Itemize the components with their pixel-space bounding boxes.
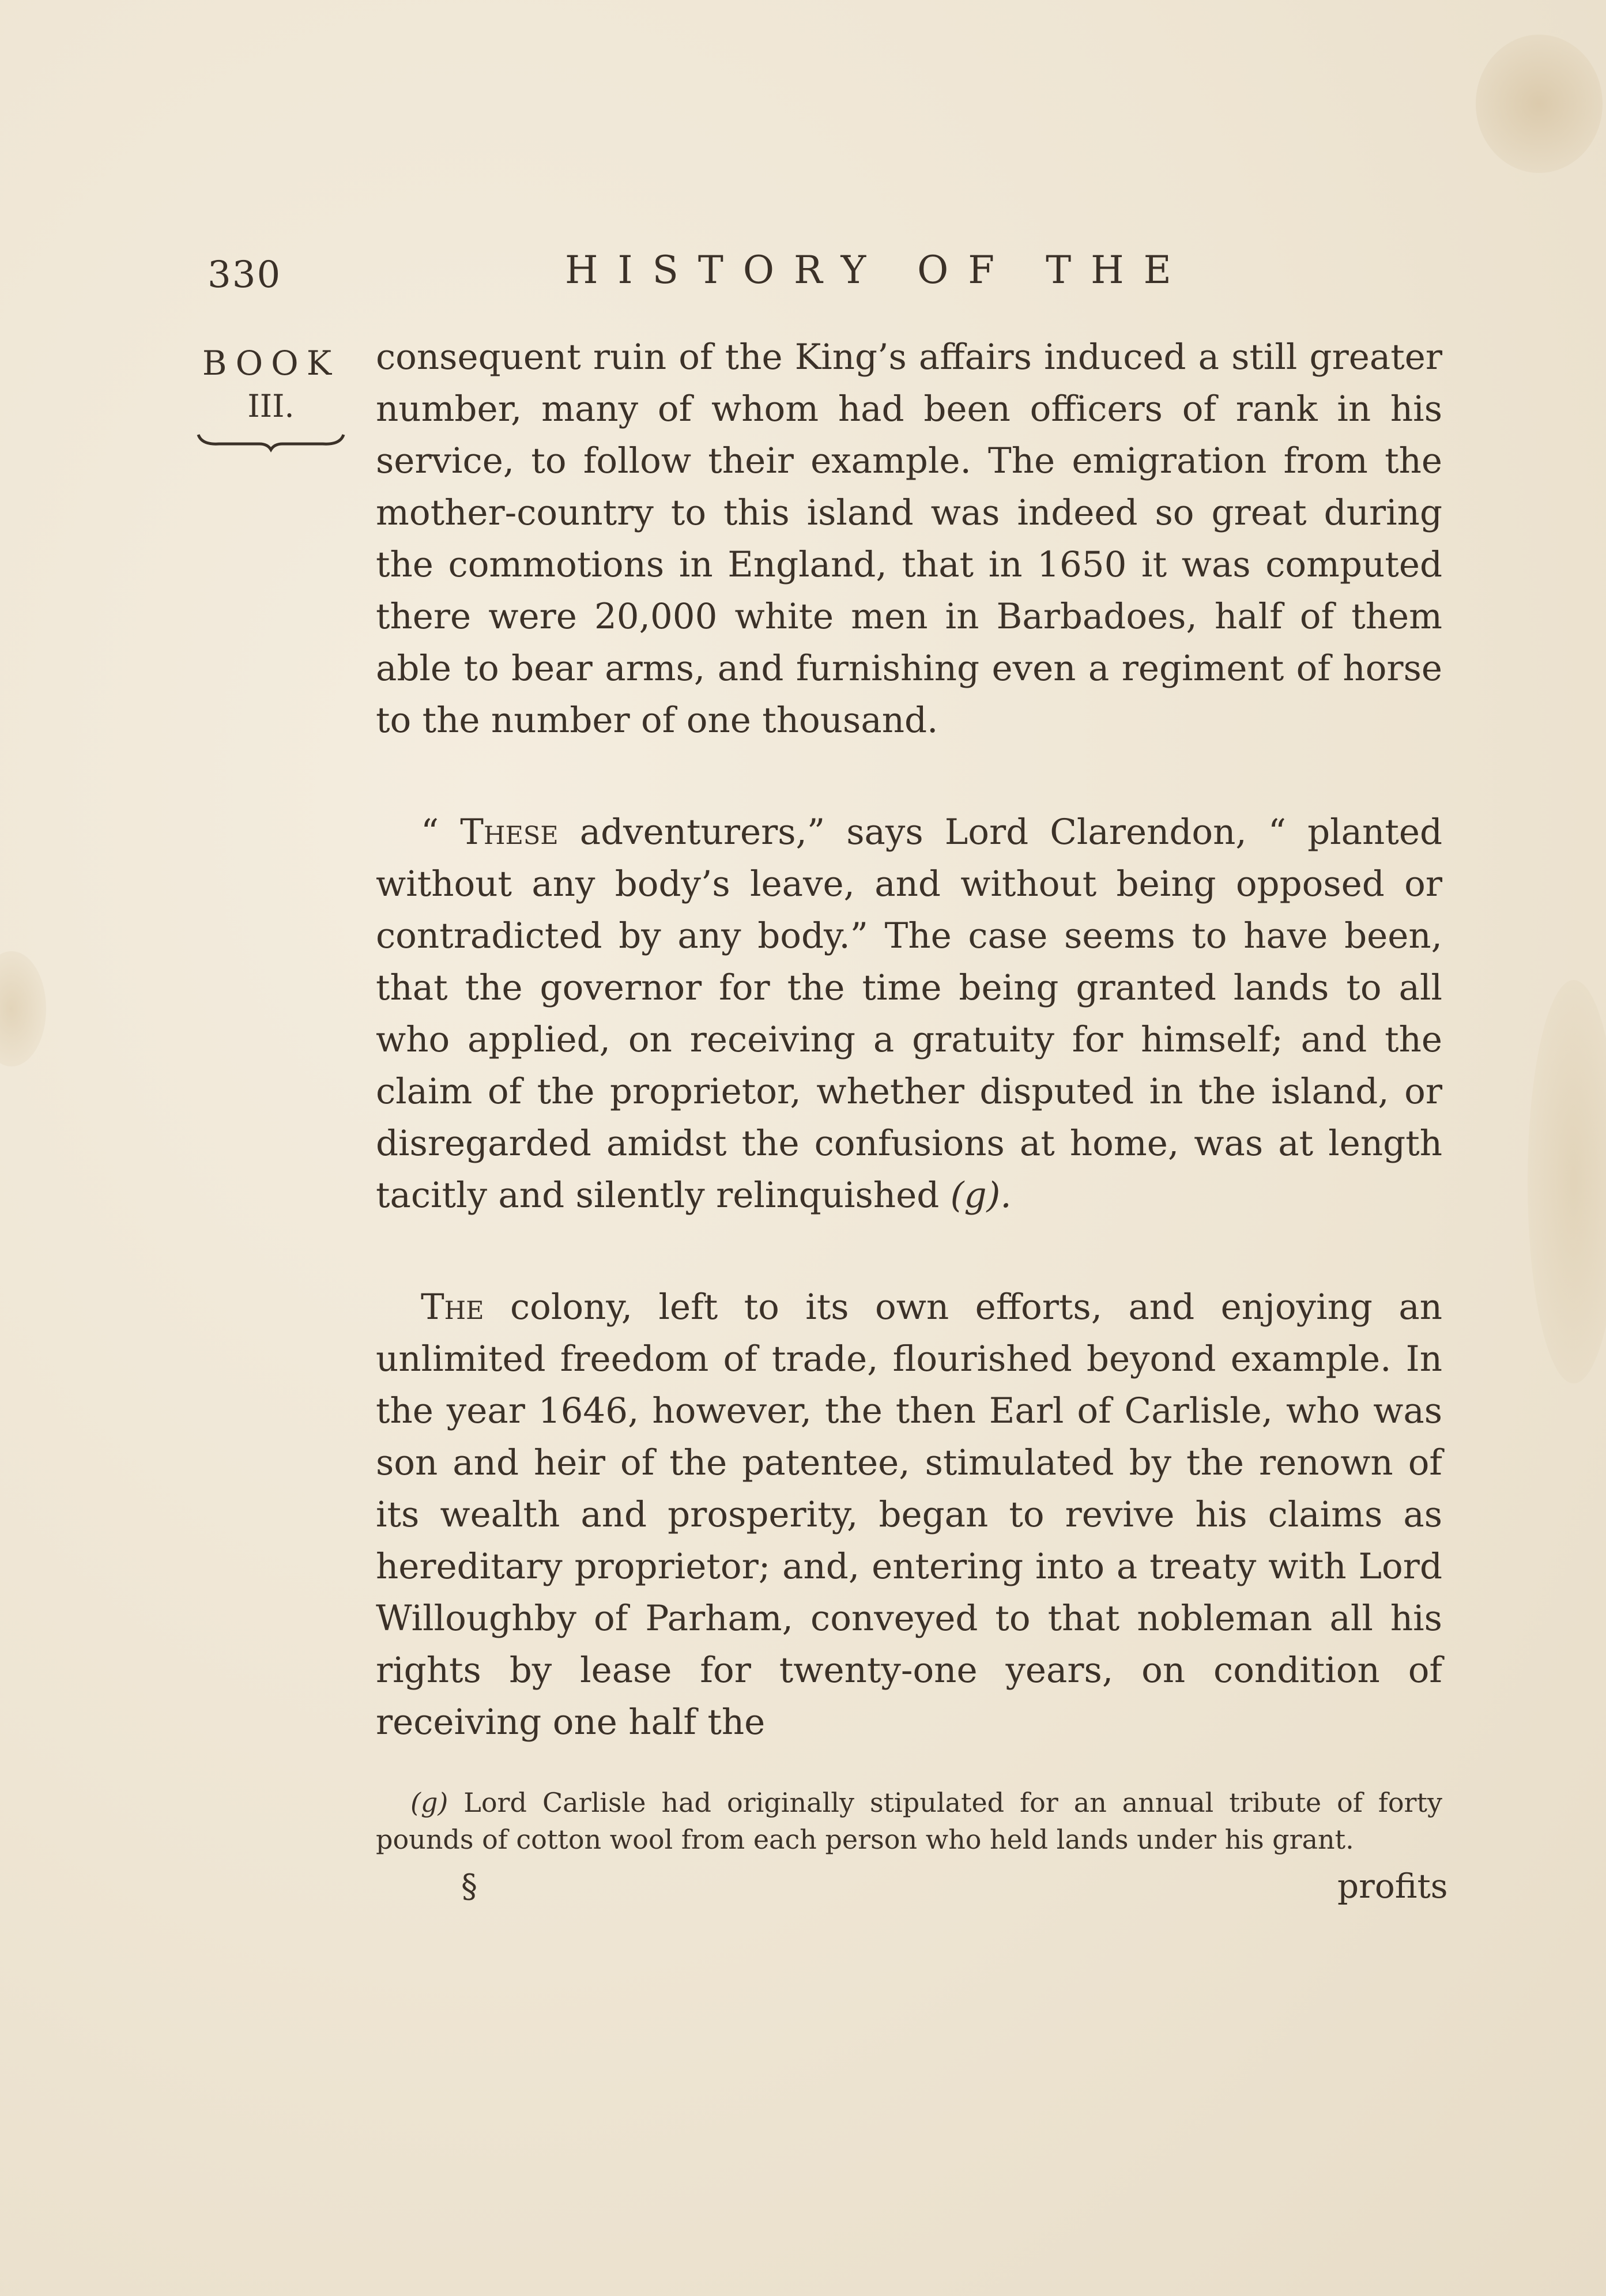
book-number: III. bbox=[247, 388, 295, 424]
paragraph-body: colony, left to its own efforts, and enjoying an unlimited freedom of trade, flourished beyond example. In the year 1646, however, the then Earl of Carlisle, who was son and heir of the patentee, stimulated by the renown of its wealth and prosperity, began to revive his claims as hereditary proprietor; and, entering into a treaty with Lord Willoughby of Parham, conveyed to that nobleman all his rights by lease for twenty-one years, on condition of receiving one half the bbox=[376, 1287, 1442, 1743]
margin-note bbox=[196, 340, 346, 453]
paragraph: consequent ruin of the King’s affairs induced a still greater number, many of whom had been officers of rank in his service, to follow their example. The emigration from the mother-country to this island was indeed so great during the commotions in England, that in 1650 it was computed there were 20,000 white men in Barbadoes, half of them able to bear arms, and furnishing even a regiment of horse to the number of one thousand. bbox=[376, 337, 1442, 741]
paragraph-lead: These bbox=[460, 812, 559, 853]
paper-stain bbox=[1528, 980, 1606, 1383]
signature-mark: § bbox=[461, 1868, 477, 1905]
paper-stain bbox=[1476, 35, 1603, 173]
book-label: BOOK bbox=[202, 344, 340, 383]
footnote-marker: (g) bbox=[410, 1787, 448, 1818]
paragraph bbox=[376, 1281, 1442, 1748]
brace-ornament bbox=[196, 430, 346, 453]
running-head: HISTORY OF THE bbox=[565, 248, 1191, 292]
footnote-text: Lord Carlisle had originally stipulated for an annual tribute of forty pounds of cotton wool from each person who held lands under his grant. bbox=[376, 1787, 1442, 1855]
paragraph-body: adventurers,” says Lord Clarendon, “ planted without any body’s leave, and without being opposed or contradicted by any body.” The case seems to have been, that the governor for the time being granted lands to all who applied, on receiving a gratuity for himself; and the claim of the proprietor, whether disputed in the island, or disregarded amidst the confusions at home, was at length tacitly and silently relinquished bbox=[376, 812, 1442, 1216]
paragraph-lead: The bbox=[421, 1287, 484, 1328]
catchword: profits bbox=[1337, 1867, 1448, 1906]
page-number: 330 bbox=[208, 254, 282, 296]
paper-stain bbox=[0, 951, 46, 1066]
paragraph bbox=[376, 806, 1442, 1221]
footnote-reference: (g). bbox=[950, 1175, 1012, 1216]
opening-quote: “ bbox=[421, 812, 461, 853]
main-text bbox=[376, 331, 1442, 1748]
footnote bbox=[376, 1784, 1442, 1858]
page-header bbox=[208, 242, 1447, 311]
